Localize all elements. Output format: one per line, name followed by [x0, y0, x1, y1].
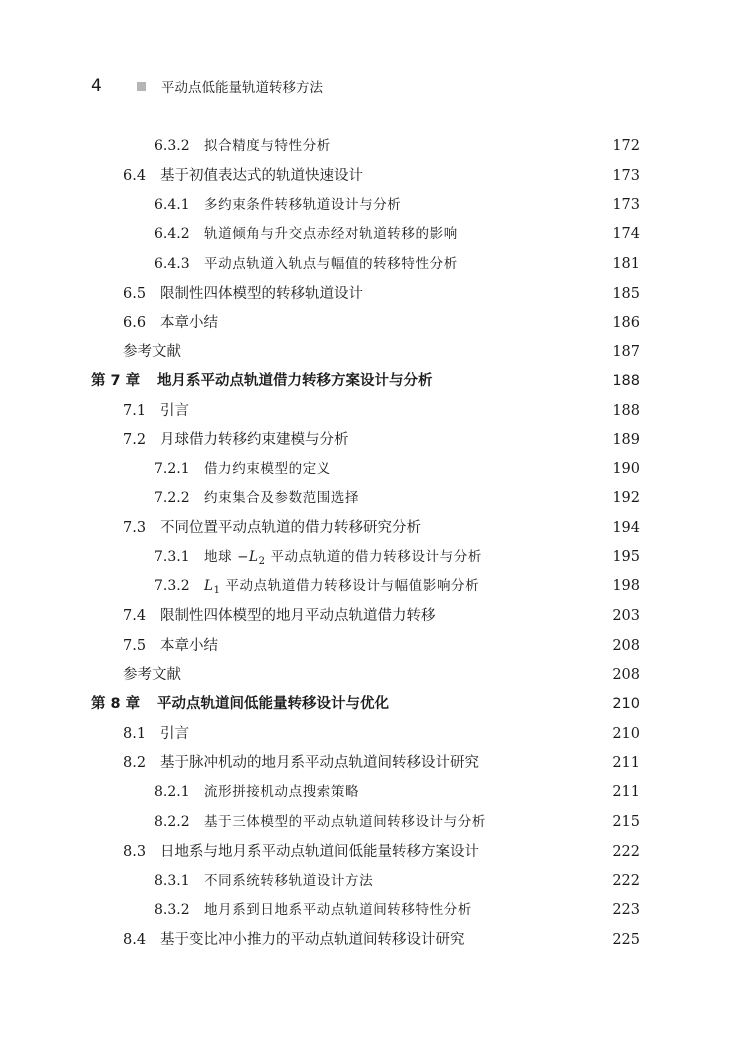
entry-title: 基于初值表达式的轨道快速设计	[160, 168, 363, 184]
toc-chapter[interactable]	[0, 692, 748, 716]
entry-title	[204, 574, 479, 598]
entry-page: 190	[612, 461, 640, 477]
toc-entry[interactable]	[0, 810, 748, 834]
entry-title: 基于变比冲小推力的平动点轨道间转移设计研究	[160, 932, 465, 948]
toc-entry[interactable]	[0, 486, 748, 510]
toc-entry[interactable]	[0, 164, 748, 188]
entry-page: 223	[612, 902, 640, 918]
toc-entry-references[interactable]	[0, 340, 748, 364]
entry-page: 210	[612, 726, 640, 742]
chapter-number: 第 7 章	[91, 373, 141, 389]
toc-entry[interactable]	[0, 840, 748, 864]
entry-number: 7.3.2	[154, 578, 190, 594]
toc-entry[interactable]	[0, 869, 748, 893]
toc-entry[interactable]	[0, 751, 748, 775]
entry-page: 195	[612, 549, 640, 565]
toc-entry[interactable]	[0, 545, 748, 569]
entry-number: 6.4.2	[154, 226, 190, 242]
entry-page: 192	[612, 490, 640, 506]
entry-page: 222	[612, 873, 640, 889]
entry-page: 198	[612, 578, 640, 594]
toc-entry[interactable]	[0, 252, 748, 276]
toc-entry[interactable]	[0, 516, 748, 540]
entry-title: 引言	[160, 726, 189, 742]
toc-entry-references[interactable]	[0, 663, 748, 687]
entry-title: 不同位置平动点轨道的借力转移研究分析	[160, 520, 421, 536]
entry-number: 6.4.3	[154, 256, 190, 272]
toc-entry[interactable]	[0, 634, 748, 658]
square-bullet-icon	[137, 82, 146, 91]
entry-number: 8.4	[123, 932, 147, 948]
entry-page: 188	[612, 403, 640, 419]
entry-page: 174	[612, 226, 640, 242]
title-suffix: 平动点轨道借力转移设计与幅值影响分析	[220, 578, 480, 594]
entry-number: 8.2.2	[154, 814, 190, 830]
entry-number: 7.2.2	[154, 490, 190, 506]
entry-title: 本章小结	[160, 315, 218, 331]
toc-entry[interactable]	[0, 604, 748, 628]
book-title: 平动点低能量轨道转移方法	[161, 80, 323, 96]
chapter-number: 第 8 章	[91, 696, 141, 712]
entry-number: 6.4	[123, 168, 147, 184]
entry-title: 参考文献	[123, 344, 181, 360]
toc-entry[interactable]	[0, 311, 748, 335]
entry-number: 7.3.1	[154, 549, 190, 565]
entry-number: 7.1	[123, 403, 147, 419]
entry-page: 222	[612, 844, 640, 860]
toc-entry[interactable]	[0, 574, 748, 598]
entry-page: 186	[612, 315, 640, 331]
entry-number: 7.5	[123, 638, 147, 654]
entry-page: 208	[612, 667, 640, 683]
entry-page: 185	[612, 286, 640, 302]
entry-number: 6.5	[123, 286, 147, 302]
toc-entry[interactable]	[0, 928, 748, 952]
entry-page: 187	[612, 344, 640, 360]
entry-number: 6.6	[123, 315, 147, 331]
entry-number: 8.3	[123, 844, 147, 860]
entry-title: 参考文献	[123, 667, 181, 683]
entry-page: 208	[612, 638, 640, 654]
entry-number: 7.2.1	[154, 461, 190, 477]
entry-number: 8.2	[123, 755, 147, 771]
entry-title: 基于脉冲机动的地月系平动点轨道间转移设计研究	[160, 755, 479, 771]
entry-number: 6.4.1	[154, 197, 190, 213]
entry-title: 流形拼接机动点搜索策略	[204, 784, 360, 800]
chapter-title: 地月系平动点轨道借力转移方案设计与分析	[157, 373, 433, 389]
toc-chapter[interactable]	[0, 369, 748, 393]
entry-page: 211	[612, 755, 640, 771]
entry-page: 194	[612, 520, 640, 536]
entry-title: 多约束条件转移轨道设计与分析	[204, 197, 402, 213]
entry-number: 8.3.2	[154, 902, 190, 918]
entry-title	[204, 545, 482, 569]
title-prefix: 地球 −	[204, 549, 250, 565]
math-subscript: 2	[258, 556, 266, 567]
entry-title: 地月系到日地系平动点轨道间转移特性分析	[204, 902, 472, 918]
entry-title: 借力约束模型的定义	[204, 461, 331, 477]
toc-entry[interactable]	[0, 428, 748, 452]
toc-entry[interactable]	[0, 193, 748, 217]
math-symbol: L	[204, 578, 214, 594]
entry-title: 拟合精度与特性分析	[204, 138, 331, 154]
entry-title: 引言	[160, 403, 189, 419]
entry-title: 限制性四体模型的转移轨道设计	[160, 286, 363, 302]
toc-entry[interactable]	[0, 222, 748, 246]
title-suffix: 平动点轨道的借力转移设计与分析	[265, 549, 482, 565]
toc-entry[interactable]	[0, 399, 748, 423]
toc-entry[interactable]	[0, 282, 748, 306]
entry-number: 8.1	[123, 726, 147, 742]
chapter-title: 平动点轨道间低能量转移设计与优化	[157, 696, 389, 712]
running-header	[91, 75, 323, 97]
entry-title: 限制性四体模型的地月平动点轨道借力转移	[160, 608, 436, 624]
toc-entry[interactable]	[0, 457, 748, 481]
entry-title: 月球借力转移约束建模与分析	[160, 432, 349, 448]
entry-page: 225	[612, 932, 640, 948]
entry-number: 8.2.1	[154, 784, 190, 800]
entry-number: 7.3	[123, 520, 147, 536]
toc-entry[interactable]	[0, 722, 748, 746]
entry-title: 日地系与地月系平动点轨道间低能量转移方案设计	[160, 844, 479, 860]
math-symbol: L	[249, 549, 259, 565]
entry-page: 173	[612, 168, 640, 184]
entry-title: 约束集合及参数范围选择	[204, 490, 360, 506]
entry-page: 211	[612, 784, 640, 800]
entry-number: 7.4	[123, 608, 147, 624]
chapter-page: 210	[612, 696, 640, 712]
toc-entry[interactable]	[0, 780, 748, 804]
toc-entry[interactable]	[0, 898, 748, 922]
entry-page: 203	[612, 608, 640, 624]
page-number: 4	[91, 76, 102, 96]
entry-page: 181	[612, 256, 640, 272]
entry-page: 215	[612, 814, 640, 830]
entry-page: 172	[612, 138, 640, 154]
entry-title: 轨道倾角与升交点赤经对轨道转移的影响	[204, 226, 458, 242]
math-subscript: 1	[213, 585, 221, 596]
entry-title: 平动点轨道入轨点与幅值的转移特性分析	[204, 256, 458, 272]
entry-title: 不同系统转移轨道设计方法	[204, 873, 374, 889]
entry-title: 基于三体模型的平动点轨道间转移设计与分析	[204, 814, 486, 830]
entry-number: 8.3.1	[154, 873, 190, 889]
entry-title: 本章小结	[160, 638, 218, 654]
toc-entry[interactable]	[0, 134, 748, 158]
entry-number: 7.2	[123, 432, 147, 448]
entry-page: 173	[612, 197, 640, 213]
entry-number: 6.3.2	[154, 138, 190, 154]
entry-page: 189	[612, 432, 640, 448]
chapter-page: 188	[612, 373, 640, 389]
